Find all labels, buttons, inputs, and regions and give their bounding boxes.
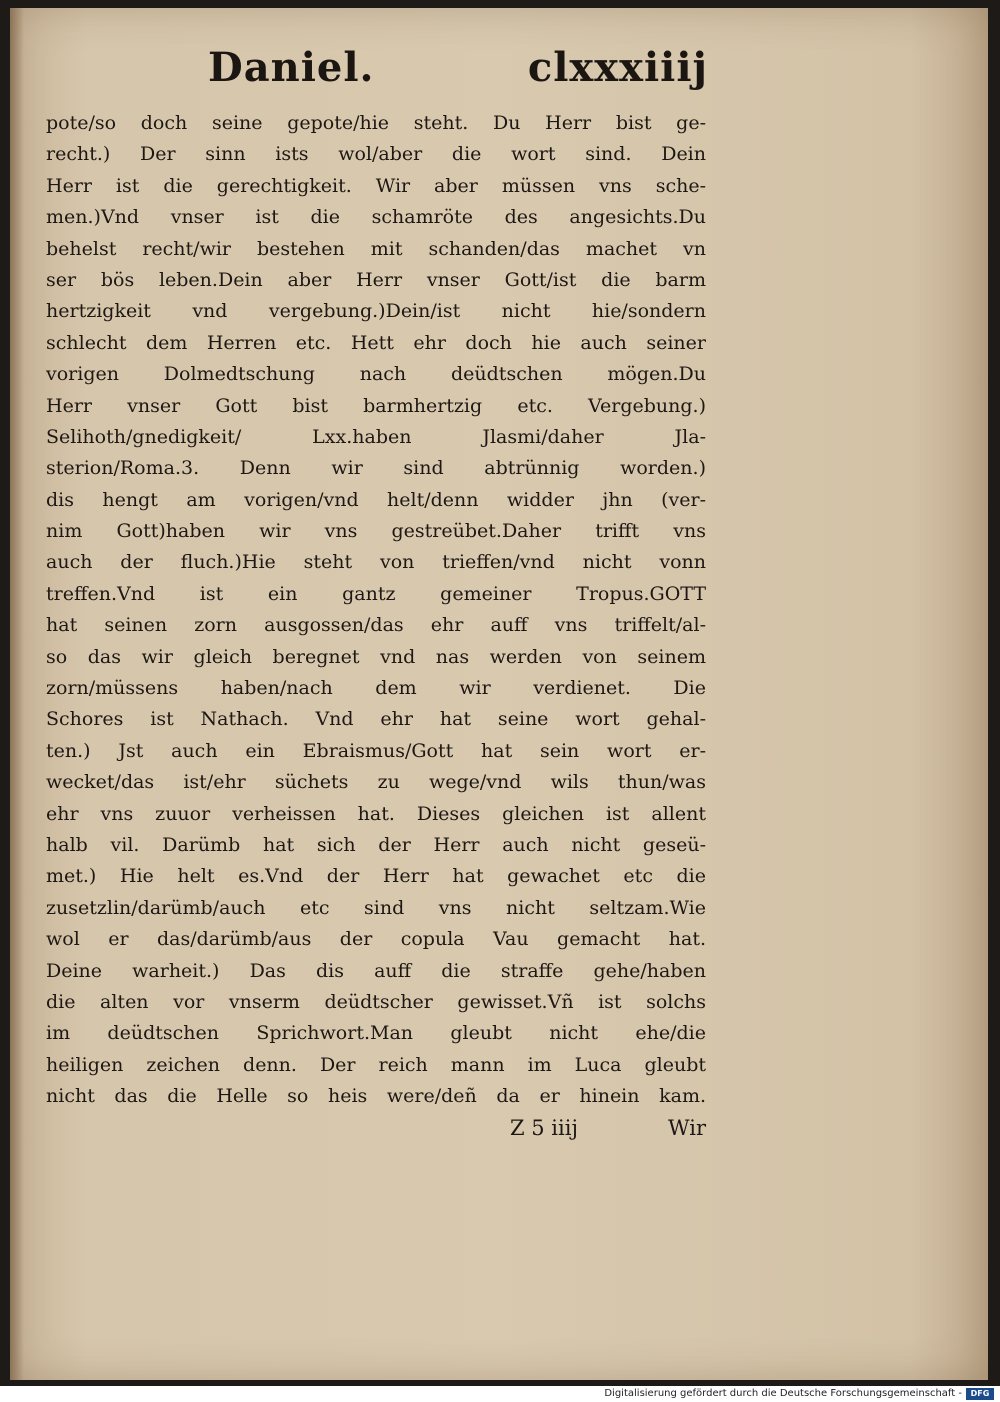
text-line: heiligen zeichen denn. Der reich mann im Luca gleubt	[46, 1053, 706, 1076]
text-line: met.) Hie helt es.Vnd der Herr hat gewachet etc die	[46, 865, 706, 888]
text-line: im deüdtschen Sprichwort.Man gleubt nicht ehe/die	[46, 1022, 706, 1045]
text-line: recht.) Der sinn ists wol/aber die wort sind. Dein	[46, 143, 706, 166]
dfg-logo: DFG	[966, 1388, 994, 1400]
text-line: ser bös leben.Dein aber Herr vnser Gott/ist die barm	[46, 268, 706, 291]
text-line: nim Gott)haben wir vns gestreübet.Daher trifft vns	[46, 520, 706, 543]
text-line: hertzigkeit vnd vergebung.)Dein/ist nicht hie/sondern	[46, 300, 706, 323]
funding-credit: Digitalisierung gefördert durch die Deutsche Forschungsgemeinschaft -	[604, 1388, 962, 1399]
text-line: halb vil. Darümb hat sich der Herr auch nicht geseü-	[46, 833, 706, 856]
text-line: sterion/Roma.3. Denn wir sind abtrünnig worden.)	[46, 457, 706, 480]
text-line: wol er das/darümb/aus der copula Vau gemacht hat.	[46, 928, 706, 951]
page-header	[208, 36, 708, 106]
text-line: schlecht dem Herren etc. Hett ehr doch hie auch seiner	[46, 331, 706, 354]
footer-bar	[0, 1386, 1000, 1402]
text-line: zusetzlin/darümb/auch etc sind vns nicht seltzam.Wie	[46, 896, 706, 919]
text-line: so das wir gleich beregnet vnd nas werden von seinem	[46, 645, 706, 668]
text-line: Deine warheit.) Das dis auff die straffe gehe/haben	[46, 959, 706, 982]
text-line: Herr vnser Gott bist barmhertzig etc. Vergebung.)	[46, 394, 706, 417]
text-line: zorn/müssens haben/nach dem wir verdienet. Die	[46, 677, 706, 700]
text-line: treffen.Vnd ist ein gantz gemeiner Tropus.GOTT	[46, 582, 706, 605]
text-block	[46, 108, 706, 1113]
text-line: pote/so doch seine gepote/hie steht. Du Herr bist ge-	[46, 112, 706, 134]
text-line: Herr ist die gerechtigkeit. Wir aber müssen vns sche-	[46, 174, 706, 197]
text-line: men.)Vnd vnser ist die schamröte des angesichts.Du	[46, 206, 706, 229]
text-line: vorigen Dolmedtschung nach deüdtschen mögen.Du	[46, 363, 706, 386]
text-line: behelst recht/wir bestehen mit schanden/das machet vn	[46, 237, 706, 260]
book-page	[10, 8, 988, 1380]
text-line: ten.) Jst auch ein Ebraismus/Gott hat sein wort er-	[46, 739, 706, 762]
running-head: Daniel.	[208, 44, 375, 91]
text-line: ehr vns zuuor verheissen hat. Dieses gleichen ist allent	[46, 802, 706, 825]
signature-line	[510, 1111, 706, 1145]
text-line: Selihoth/gnedigkeit/ Lxx.haben Jlasmi/daher Jla-	[46, 425, 706, 448]
text-line: Schores ist Nathach. Vnd ehr hat seine wort gehal-	[46, 708, 706, 731]
catchword: Wir	[668, 1116, 706, 1140]
text-line: hat seinen zorn ausgossen/das ehr auff vns triffelt/al-	[46, 614, 706, 637]
signature-mark: Z 5 iiij	[510, 1116, 578, 1140]
text-line: dis hengt am vorigen/vnd helt/denn widder jhn (ver-	[46, 488, 706, 511]
folio-number: clxxxiiij	[527, 44, 708, 91]
text-line: nicht das die Helle so heis were/deñ da er hinein kam.	[46, 1085, 706, 1108]
text-line: wecket/das ist/ehr süchets zu wege/vnd wils thun/was	[46, 771, 706, 794]
text-line: die alten vor vnserm deüdtscher gewisset.Vñ ist solchs	[46, 990, 706, 1013]
text-line: auch der fluch.)Hie steht von trieffen/vnd nicht vonn	[46, 551, 706, 574]
